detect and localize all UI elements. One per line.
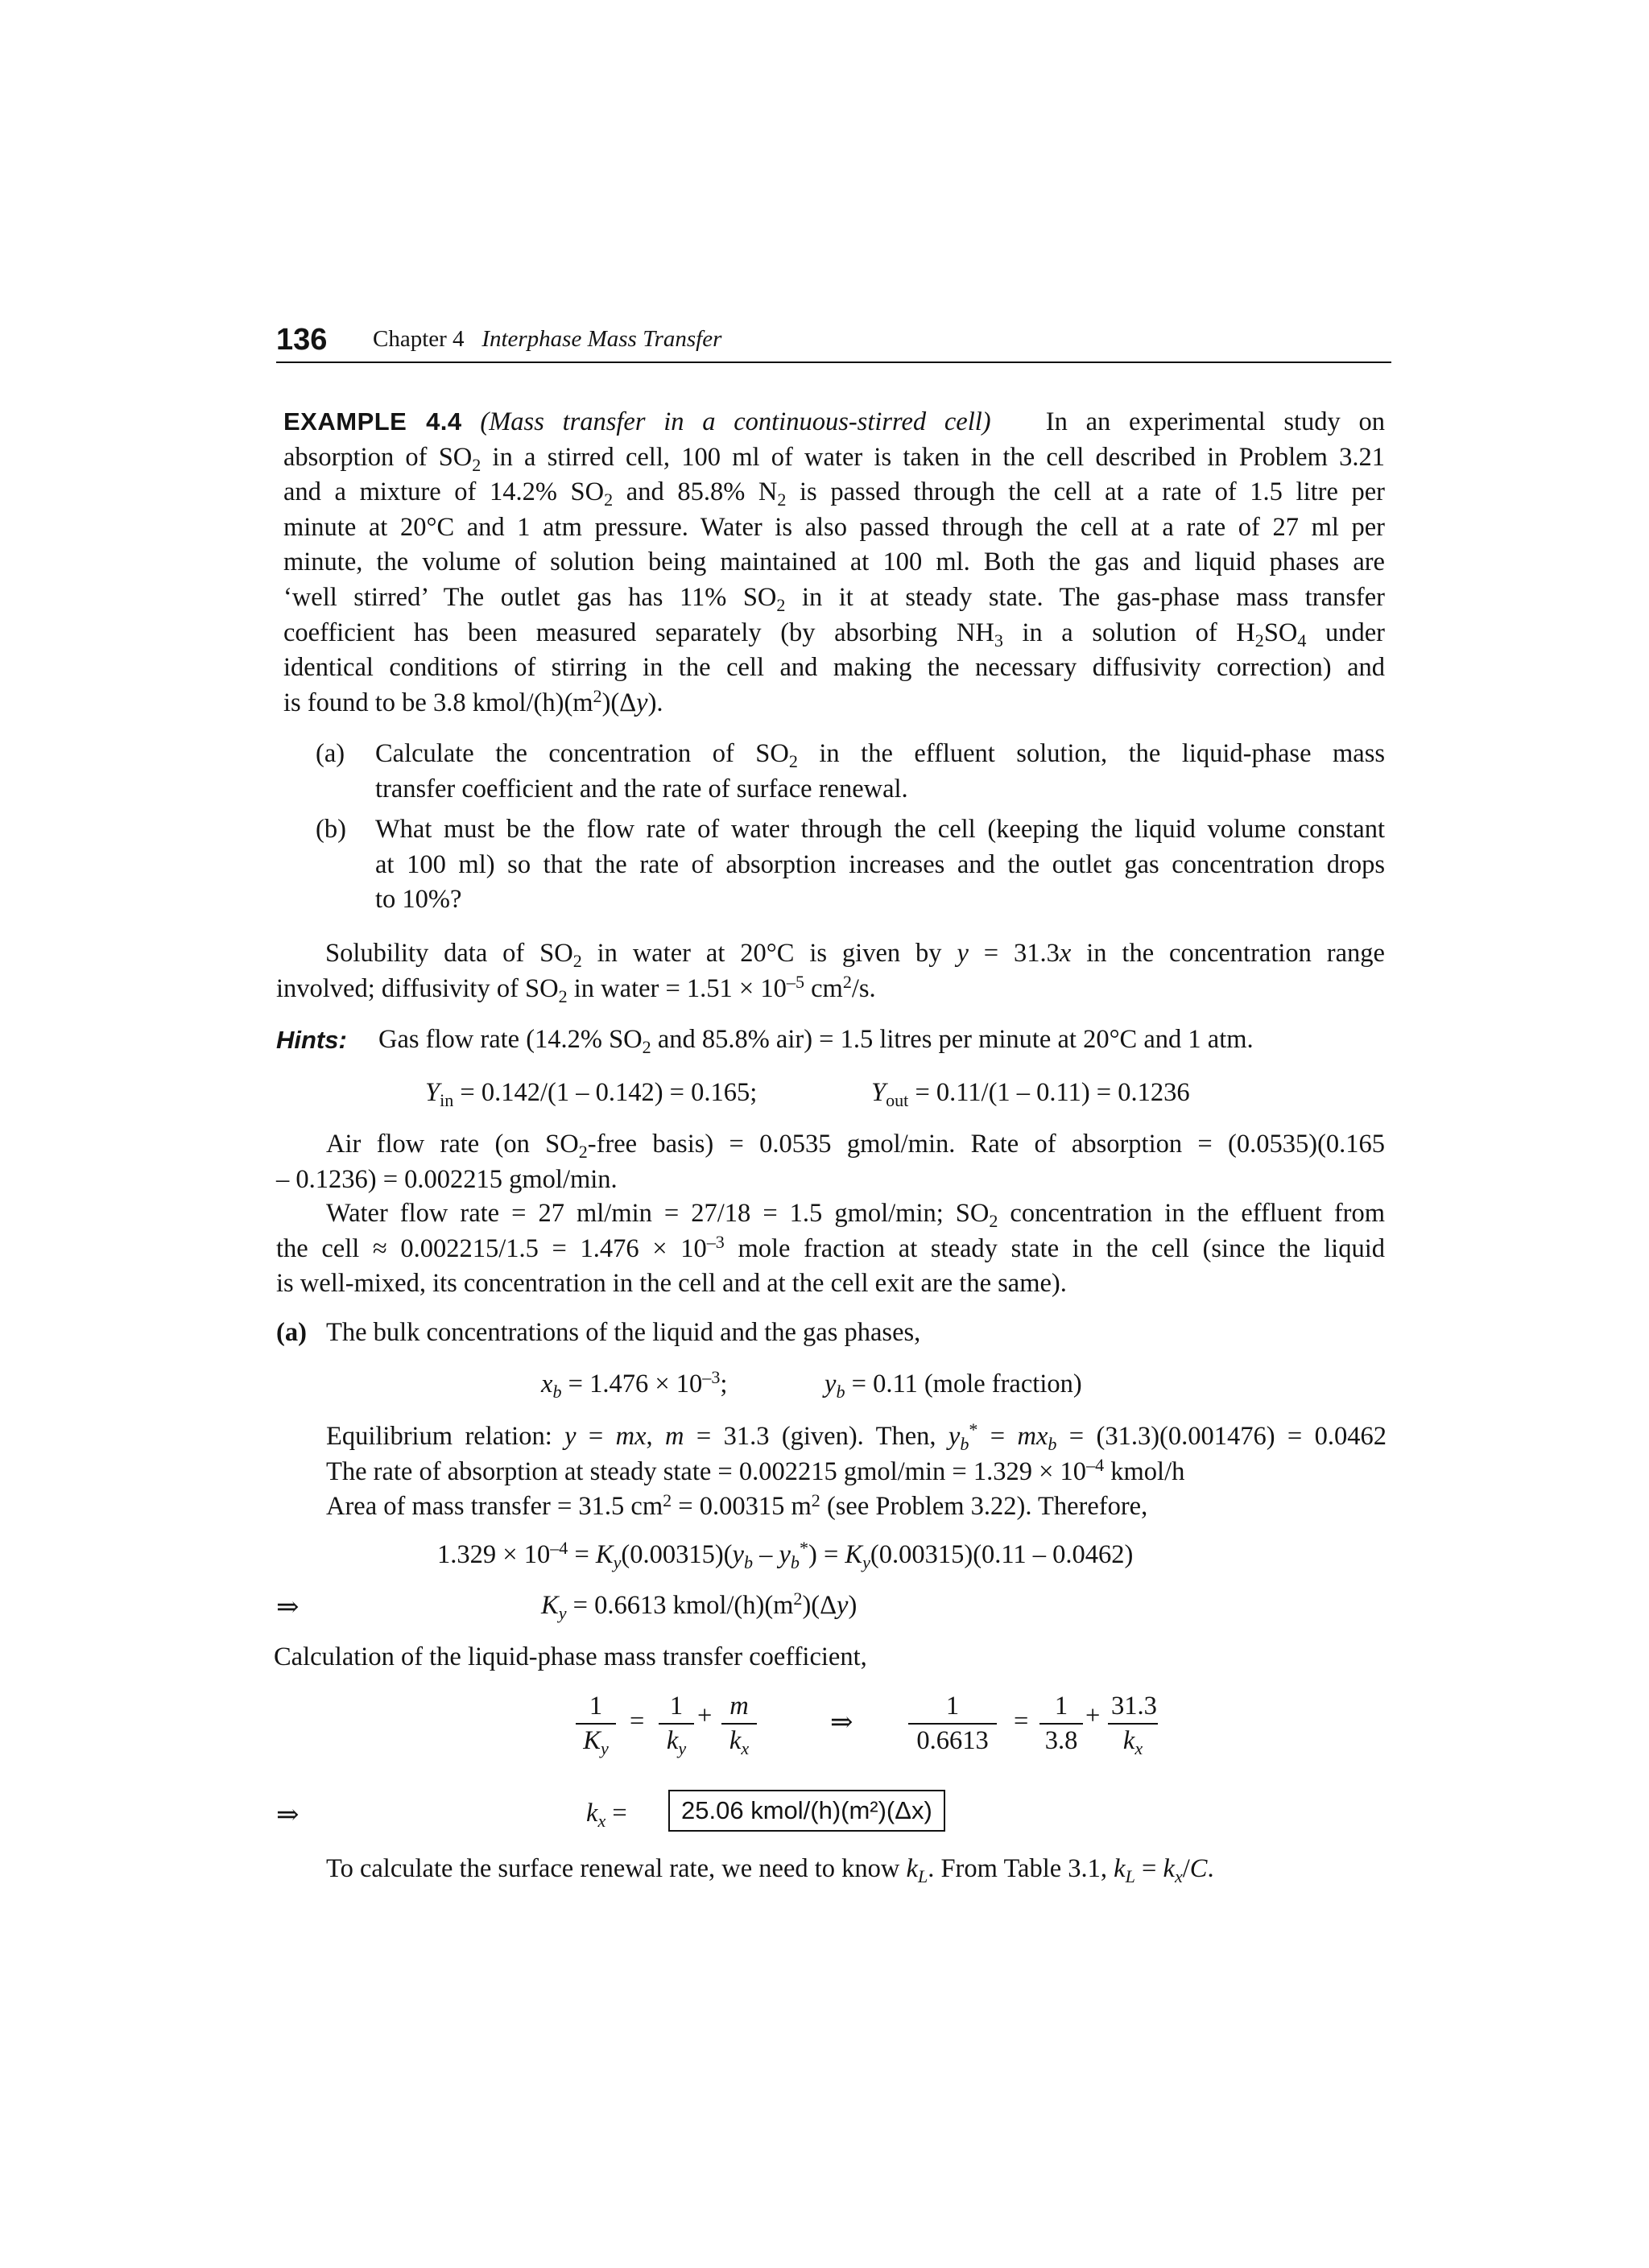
equation-yin: $Y_{in} = 0.142/(1 - 0.142) = 0.165$;: [425, 1078, 758, 1111]
chapter-label: Chapter 4: [373, 326, 465, 352]
hints-gas-flow: Gas flow rate (14.2% $SO_2$ and 85.8% air) = 1.5 litres per minute at 20°C and 1 atm.: [378, 1025, 1254, 1058]
part-a-text: Calculate the concentration of $SO_2$ in the effluent solution, the liquid-phase mass transfer coefficient and the rate of surface renewal.: [375, 739, 1385, 804]
fraction-m-over-kx: $\frac{m}{k_x}$: [721, 1693, 757, 1754]
running-header: [276, 316, 1391, 363]
equilibrium-block: Equilibrium relation: y = mx, m = 31.3 (given). Then, $y_b^* = mx_b = (31.3)(0.001476) = 0.0462$ The rate of absorption at steady state = 0.002215 gmol/min = $1.329 \times 10^{-4}$ kmol/h Area of mass transfer = 31.5 $cm^2 = 0.00315$ $m^2$ (see Problem 3.22). Therefore,: [326, 1419, 1387, 1522]
equation-rate-balance: $1.329 \times 10^{-4} = K_y(0.00315)(y_b - y_b^*) = K_y(0.00315)(0.11 - 0.0462)$: [437, 1538, 1134, 1573]
air-flow-paragraph: Air flow rate (on $SO_2$-free basis) = 0.0535 gmol/min. Rate of absorption = (0.0535)(0.165 – 0.1236) = 0.002215 gmol/min.: [276, 1130, 1386, 1194]
implies-icon: ⇒: [276, 1800, 300, 1830]
equals-sign: =: [1014, 1707, 1029, 1736]
solution-part-a-label: (a): [276, 1318, 307, 1347]
equation-Ky-result: $K_y = 0.6613$ kmol/$(h)(m^2)(\Delta y)$: [541, 1588, 858, 1624]
fraction-1-over-3.8: $\frac{1}{3.8}$: [1039, 1693, 1083, 1754]
page-number: 136: [276, 323, 328, 357]
bulk-concentrations-intro: The bulk concentrations of the liquid and the gas phases,: [326, 1318, 921, 1347]
part-b-label: (b): [316, 815, 346, 844]
equation-yb: $y_b = 0.11$ (mole fraction): [824, 1369, 1082, 1403]
example-label: EXAMPLE 4.4: [283, 407, 462, 436]
fraction-1-over-Ky: $\frac{1}{K_y}$: [576, 1693, 616, 1754]
equation-xb: $x_b = 1.476 \times 10^{-3}$;: [541, 1367, 728, 1403]
equation-yout: $Y_{out} = 0.11/(1 - 0.11) = 0.1236$: [871, 1078, 1190, 1111]
fraction-31.3-over-kx: $\frac{31.3}{k_x}$: [1108, 1693, 1158, 1754]
chapter-title: Interphase Mass Transfer: [481, 326, 722, 352]
fraction-1-over-0.6613: $\frac{1}{0.6613}$: [908, 1693, 997, 1754]
plus-sign: +: [1085, 1701, 1101, 1730]
surface-renewal-line: To calculate the surface renewal rate, we need to know $k_L$. From Table 3.1, $k_L = k_x/C$.: [326, 1854, 1214, 1887]
part-b-text: What must be the flow rate of water through the cell (keeping the liquid volume constant at 100 ml) so that the rate of absorption increases and the outlet gas concentration drops to 10%?: [375, 815, 1385, 915]
example-title: (Mass transfer in a continuous-stirred cell): [480, 407, 991, 436]
hints-label: Hints:: [276, 1026, 347, 1054]
plus-sign: +: [697, 1701, 713, 1730]
chapter-heading: [373, 326, 721, 353]
equals-sign: =: [630, 1707, 645, 1736]
kx-result-box: 25.06 kmol/(h)(m²)(Δx): [668, 1790, 945, 1832]
implies-icon: ⇒: [276, 1593, 300, 1622]
solubility-paragraph: Solubility data of $SO_2$ in water at 20°C is given by y = 31.3x in the concentration range involved; diffusivity of $SO_2$ in water = $1.51 \times 10^{-5}$ $cm^2/s$.: [276, 939, 1385, 1006]
liquid-coefficient-intro: Calculation of the liquid-phase mass transfer coefficient,: [274, 1642, 867, 1671]
water-flow-paragraph: Water flow rate = 27 ml/min = 27/18 = 1.5 gmol/min; $SO_2$ concentration in the effluent from the cell ≈ $0.002215/1.5 = 1.476 \times 10^{-3}$ mole fraction at steady state in the cell (since the liquid is well-mixed, its concentration in the cell and at the cell exit are the same).: [276, 1199, 1386, 1299]
part-a-label: (a): [316, 739, 345, 768]
implies-icon: ⇒: [830, 1708, 853, 1737]
kx-symbol: $k_x$ =: [586, 1799, 627, 1832]
header-rule: [276, 361, 1391, 363]
example-statement: EXAMPLE 4.4 (Mass transfer in a continuous-stirred cell) In an experimental study on absorption of $SO_2$ in a stirred cell, 100 ml of water is taken in the cell described in Problem 3.21 and a mixture of 14.2% $SO_2$ and 85.8% $N_2$ is passed through the cell at a rate of 1.5 litre per minute at 20°C and 1 atm pressure. Water is also passed through the cell at a rate of 27 ml per minute, the volume of solution being maintained at 100 ml. Both the gas and liquid phases are ‘well stirred’ The outlet gas has 11% $SO_2$ in it at steady state. The gas-phase mass transfer coefficient has been measured separately (by absorbing $NH_3$ in a solution of $H_2SO_4$ under identical conditions of stirring in the cell and making the necessary diffusivity correction) and is found to be 3.8 kmol/$(h)(m^2)(\Delta y)$.: [283, 407, 1386, 717]
example-intro: In an experimental study on: [1045, 407, 1386, 436]
fraction-1-over-ky: $\frac{1}{k_y}$: [659, 1693, 694, 1754]
